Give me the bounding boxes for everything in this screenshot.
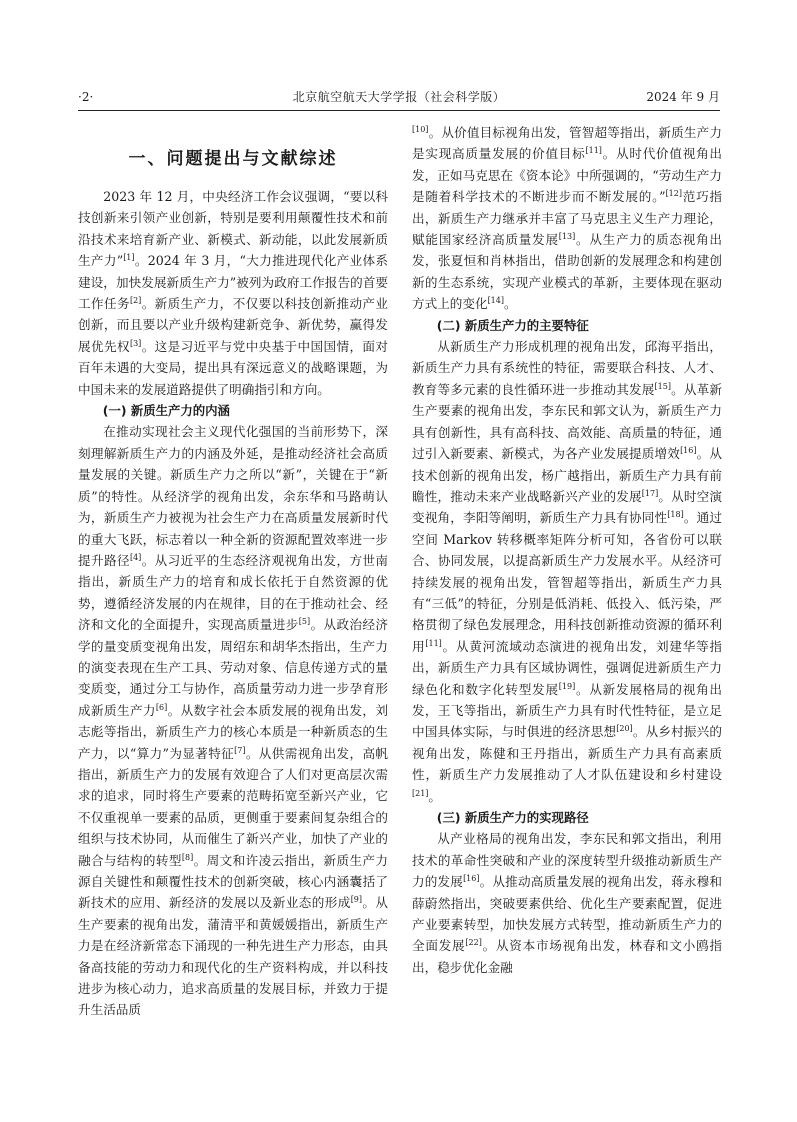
citation: [14] (487, 296, 504, 306)
citation: [16] (680, 445, 697, 455)
paragraph-intro: 2023 年 12 月，中央经济工作会议强调，“要以科技创新来引领产业创新，特别是要利用颠覆性技术和前沿技术来培育新产业、新模式、新动能，以此发展新质生产力”[1]。2024 年 3 月，“大力推进现代化产业体系建设，加快发展新质生产力”被列为政府工作报告的首要工作任务[2]。新质生产力，不仅要以科技创新推动产业创新，而且要以产业升级构建新竞争、新优势，赢得发展优先权[3]。这是习近平与党中央基于中国国情，面对百年未遇的大变局，提出具有深远意义的战略课题，为中国未来的发展道路提供了明确指引和方向。 (78, 189, 389, 397)
paragraph-text-split: 。从生产要素的视角出发，蒲清平和黄媛媛指出，新质生产力是在经济新常态下涌现的一种先进生产力形态，由具备高技能的劳动力和现代化的生产资料构成，并以科技进步为核心动力，追求高质量的发展目标，并致力于提升生活品质 (78, 895, 389, 1018)
citation: [18] (667, 510, 684, 520)
citation: [1] (123, 253, 135, 263)
running-header (78, 88, 720, 106)
citation: [16] (463, 874, 480, 884)
citation: [19] (558, 681, 576, 691)
header-rule (78, 110, 720, 111)
citation: [17] (641, 488, 659, 498)
subsection-title-paths: (三) 新质生产力的实现路径 (436, 810, 589, 825)
citation: [22] (465, 938, 482, 948)
issue-date: 2024 年 9 月 (646, 90, 720, 104)
citation: [10] (412, 124, 429, 134)
section-title: 一、问题提出与文献综述 (128, 149, 338, 169)
citation: [20] (616, 724, 633, 734)
subsection-title-features: (二) 新质生产力的主要特征 (436, 317, 589, 333)
right-column (412, 122, 722, 978)
paragraph-features: 从新质生产力形成机理的视角出发，邱海平指出，新质生产力具有系统性的特征，需要联合科技、人才、教育等多元素的良性循环进一步推动其发展[15]。从革新生产要素的视角出发，李东民和郭文认为，新质生产力具有创新性，具有高科技、高效能、高质量的特征，通过引入新要素、新模式，为各产业发展提质增效[16]。从技术创新的视角出发，杨广越指出，新质生产力具有前瞻性，推动未来产业战略新兴产业的发展[17]。从时空演变视角，李阳等阐明，新质生产力具有协同性[18]。通过空间 Markov 转移概率矩阵分析可知，各省份可以联合、协同发展，以提高新质生产力发展水平。从经济可持续发展的视角出发，管智超等指出，新质生产力具有“三低”的特征，分别是低消耗、低投入、低污染，严格贯彻了绿色发展理念，用科技创新推动资源的循环利用[11]。从黄河流域动态演进的视角出发，刘建华等指出，新质生产力具有区域协调性，强调促进新质生产力绿色化和数字化转型发展[19]。从新发展格局的视角出发，王飞等指出，新质生产力具有时代性特征，是立足中国具体实际，与时俱进的经济思想[20]。从乡村振兴的视角出发，陈健和王丹指出，新质生产力具有高素质性，新质生产力发展推动了人才队伍建设和乡村建设[21]。 (412, 339, 723, 804)
citation: [15] (654, 381, 671, 391)
citation: [11] (425, 638, 442, 648)
citation: [7] (234, 745, 246, 755)
citation: [13] (558, 231, 576, 241)
citation: [2] (129, 295, 142, 305)
citation: [11] (585, 146, 602, 156)
subsection-title-connotation: (一) 新质生产力的内涵 (102, 403, 230, 419)
citation: [21] (412, 788, 429, 798)
page-number: ·2· (78, 90, 94, 104)
paragraph-paths: 从产业格局的视角出发，李东民和郭文指出，利用技术的革命性突破和产业的深度转型升级推动新质生产力的发展[16]。从推动高质量发展的视角出发，蒋永穆和薛蔚然指出，突破要素供给、优化生产要素配置，促进产业要素转型，加快发展方式转型，推动新质生产力的全面发展[22]。从资本市场视角出发，林春和文小鸥指出，稳步优化金融 (412, 831, 723, 975)
citation: [6] (155, 702, 168, 712)
citation: [4] (129, 552, 142, 562)
citation: [9] (350, 895, 363, 905)
left-column (78, 122, 388, 1021)
citation: [3] (129, 338, 142, 348)
citation: [12] (665, 189, 682, 199)
journal-title: 北京航空航天大学学报（社会科学版） (292, 90, 506, 104)
citation: [5] (298, 616, 311, 626)
citation: [8] (181, 852, 194, 862)
paragraph-connotation-continued: [10]。从价值目标视角出发，管智超等指出，新质生产力是实现高质量发展的价值目标[11]。从时代价值视角出发，正如马克思在《资本论》中所强调的，“劳动生产力是随着科学技术的不断进步而不断发展的。”[12]范巧指出，新质生产力继承并丰富了马克思主义生产力理论，赋能国家经济高质量发展[13]。从生产力的质态视角出发，张夏恒和肖林指出，借助创新的发展理念和构建创新的生态系统，实现产业模式的革新，主要体现在驱动方式上的变化[14]。 (412, 124, 723, 312)
paragraph-connotation: 在推动实现社会主义现代化强国的当前形势下，深刻理解新质生产力的内涵及外延，是推动经济社会高质量发展的关键。新质生产力之所以“新”，关键在于“新质”的特性。从经济学的视角出发，余东华和马路萌认为，新质生产力被视为社会生产力在高质量发展新时代的重大飞跃，标志着以一种全新的资源配置效率进一步提升路径[4]。从习近平的生态经济观视角出发，方世南指出，新质生产力的培育和成长依托于自然资源的优势，遵循经济发展的内在规律，目的在于推动社会、经济和文化的全面提升，实现高质量进步[5]。从政治经济学的量变质变视角出发，周绍东和胡华杰指出，生产力的演变表现在生产工具、劳动对象、信息传递方式的量变质变，通过分工与协作，高质量劳动力进一步孕育形成新质生产力[6]。从数字社会本质发展的视角出发，刘志彪等指出，新质生产力的核心本质是一种新质态的生产力，以“算力”为显著特征[7]。从供需视角出发，高帆指出，新质生产力的发展有效迎合了人们对更高层次需求的追求，同时将生产要素的范畴拓宽至新兴产业，它不仅重视单一要素的品质，更侧重于要素间复杂组合的组织与技术协同，从而催生了新兴产业，加快了产业的融合与结构的转型[8]。周文和许凌云指出，新质生产力源自关键性和颠覆性技术的创新突破，核心内涵囊括了新技术的应用、新经济的发展以及新业态的形成[9]。从生产要素的视角出发，蒲清平和黄媛媛指出，新质生产力是在经济新常态下涌现的一种先进生产力形态，由具备高技能的劳动力和现代化的生产资料构成，并以科技进步为核心动力，追求高质量的发展目标，并致力于提升生活品质 (78, 424, 389, 1018)
